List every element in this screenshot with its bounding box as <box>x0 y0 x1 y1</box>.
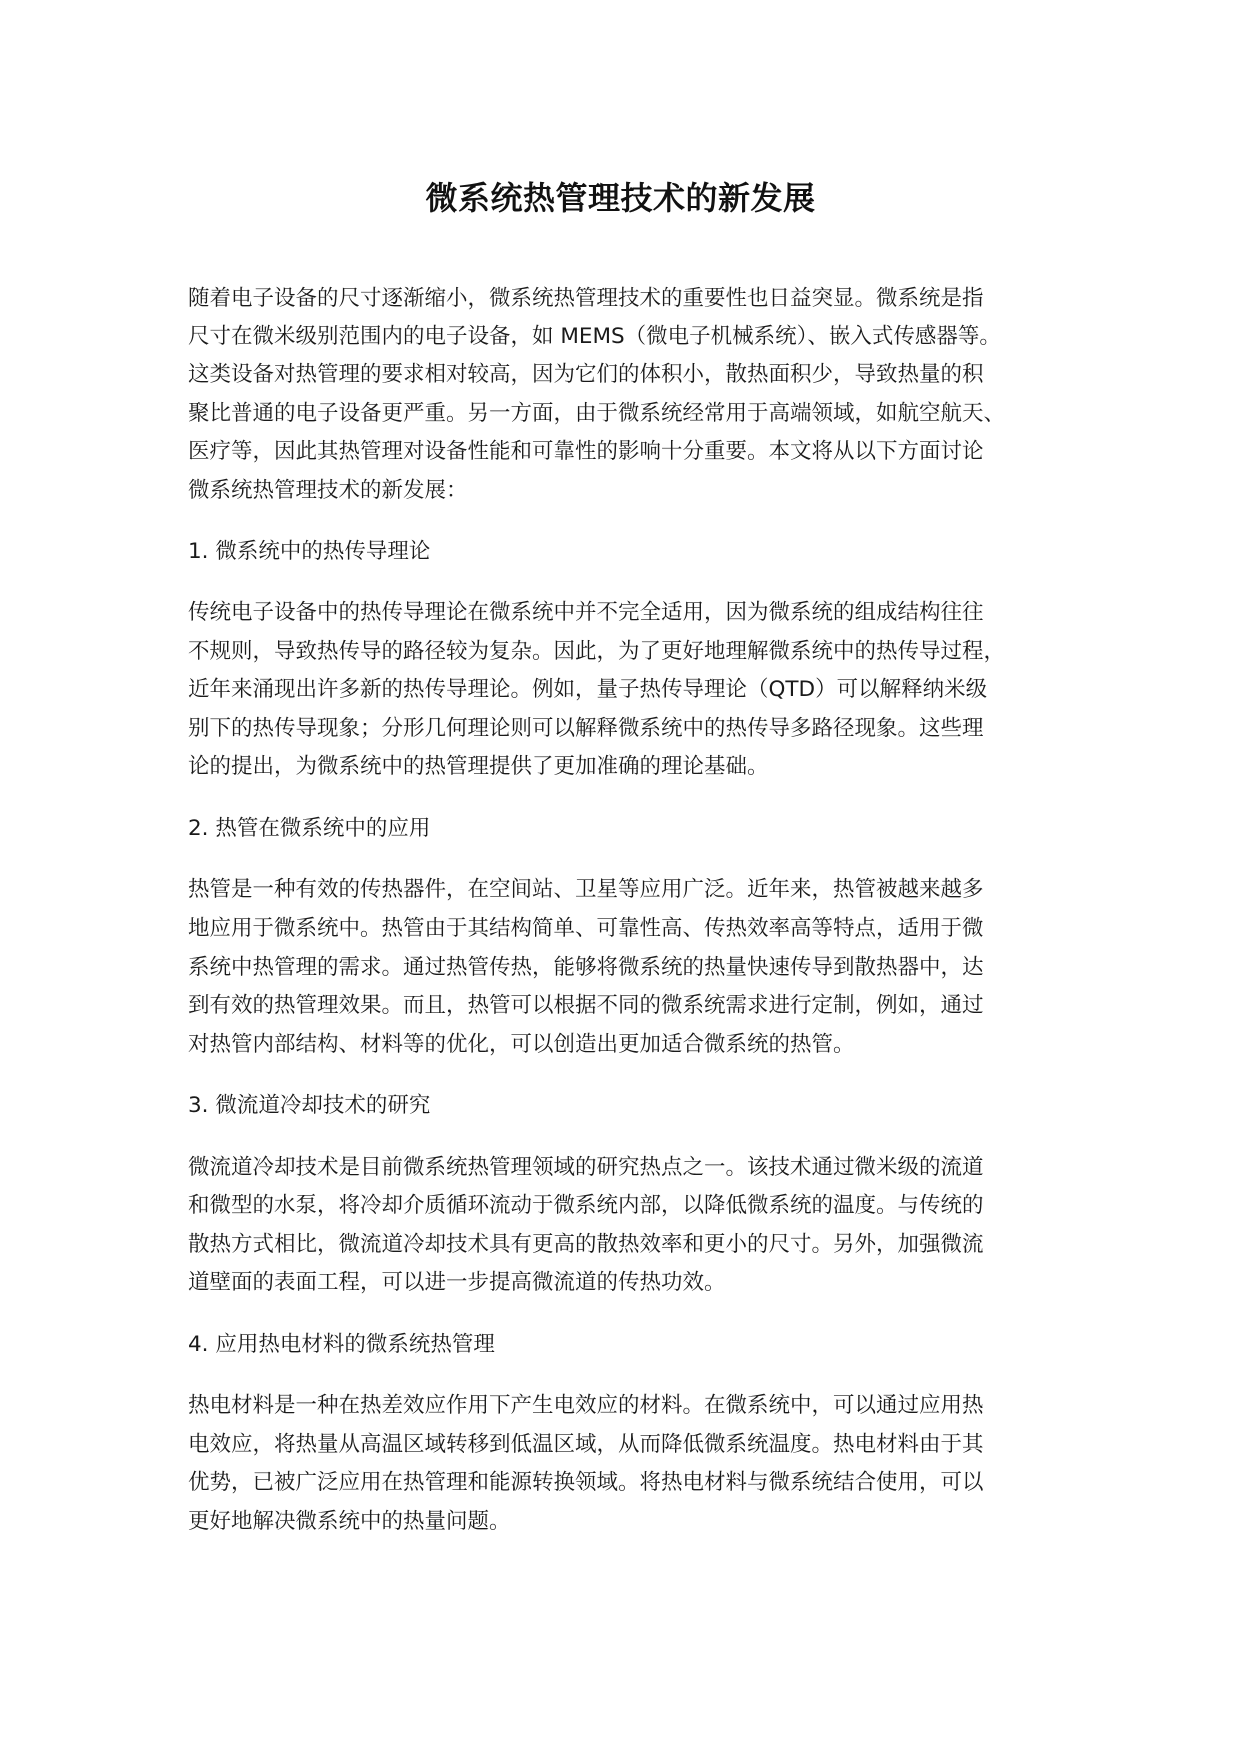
paragraph-line: 微流道冷却技术是目前微系统热管理领域的研究热点之一。该技术通过微米级的流道 <box>188 1155 984 1180</box>
paragraph-line: 地应用于微系统中。热管由于其结构简单、可靠性高、传热效率高等特点，适用于微 <box>188 916 984 941</box>
paragraph-line: 热管是一种有效的传热器件，在空间站、卫星等应用广泛。近年来，热管被越来越多 <box>188 877 984 902</box>
paragraph-line: 传统电子设备中的热传导理论在微系统中并不完全适用，因为微系统的组成结构往往 <box>188 600 984 625</box>
section-heading: 4. 应用热电材料的微系统热管理 <box>188 1332 495 1357</box>
paragraph-line: 道壁面的表面工程，可以进一步提高微流道的传热功效。 <box>188 1270 726 1295</box>
paragraph-line: 电效应，将热量从高温区域转移到低温区域，从而降低微系统温度。热电材料由于其 <box>188 1432 984 1457</box>
intro-line: 医疗等，因此其热管理对设备性能和可靠性的影响十分重要。本文将从以下方面讨论 <box>188 439 984 464</box>
paragraph-line: 论的提出，为微系统中的热管理提供了更加准确的理论基础。 <box>188 754 769 779</box>
paragraph-line: 对热管内部结构、材料等的优化，可以创造出更加适合微系统的热管。 <box>188 1032 855 1057</box>
section-heading: 1. 微系统中的热传导理论 <box>188 539 431 564</box>
document-title: 微系统热管理技术的新发展 <box>425 179 816 217</box>
intro-line: 微系统热管理技术的新发展： <box>188 478 468 503</box>
intro-line: 随着电子设备的尺寸逐渐缩小，微系统热管理技术的重要性也日益突显。微系统是指 <box>188 286 984 311</box>
paragraph-line: 更好地解决微系统中的热量问题。 <box>188 1509 511 1534</box>
paragraph-line: 到有效的热管理效果。而且，热管可以根据不同的微系统需求进行定制，例如，通过 <box>188 993 984 1018</box>
paragraph-line: 散热方式相比，微流道冷却技术具有更高的散热效率和更小的尺寸。另外，加强微流 <box>188 1232 984 1257</box>
intro-line: 聚比普通的电子设备更严重。另一方面，由于微系统经常用于高端领域，如航空航天、 <box>188 401 1006 426</box>
paragraph-line: 优势，已被广泛应用在热管理和能源转换领域。将热电材料与微系统结合使用，可以 <box>188 1470 984 1495</box>
paragraph-line: 不规则，导致热传导的路径较为复杂。因此，为了更好地理解微系统中的热传导过程， <box>188 639 1006 664</box>
section-heading: 2. 热管在微系统中的应用 <box>188 816 431 841</box>
paragraph-line: 别下的热传导现象；分形几何理论则可以解释微系统中的热传导多路径现象。这些理 <box>188 716 984 741</box>
intro-line: 尺寸在微米级别范围内的电子设备，如 MEMS（微电子机械系统）、嵌入式传感器等。 <box>188 324 1001 349</box>
section-heading: 3. 微流道冷却技术的研究 <box>188 1093 431 1118</box>
paragraph-line: 近年来涌现出许多新的热传导理论。例如，量子热传导理论（QTD）可以解释纳米级 <box>188 677 988 702</box>
intro-line: 这类设备对热管理的要求相对较高，因为它们的体积小，散热面积少，导致热量的积 <box>188 362 984 387</box>
paragraph-line: 热电材料是一种在热差效应作用下产生电效应的材料。在微系统中，可以通过应用热 <box>188 1393 984 1418</box>
paragraph-line: 和微型的水泵，将冷却介质循环流动于微系统内部，以降低微系统的温度。与传统的 <box>188 1193 984 1218</box>
paragraph-line: 系统中热管理的需求。通过热管传热，能够将微系统的热量快速传导到散热器中，达 <box>188 955 984 980</box>
